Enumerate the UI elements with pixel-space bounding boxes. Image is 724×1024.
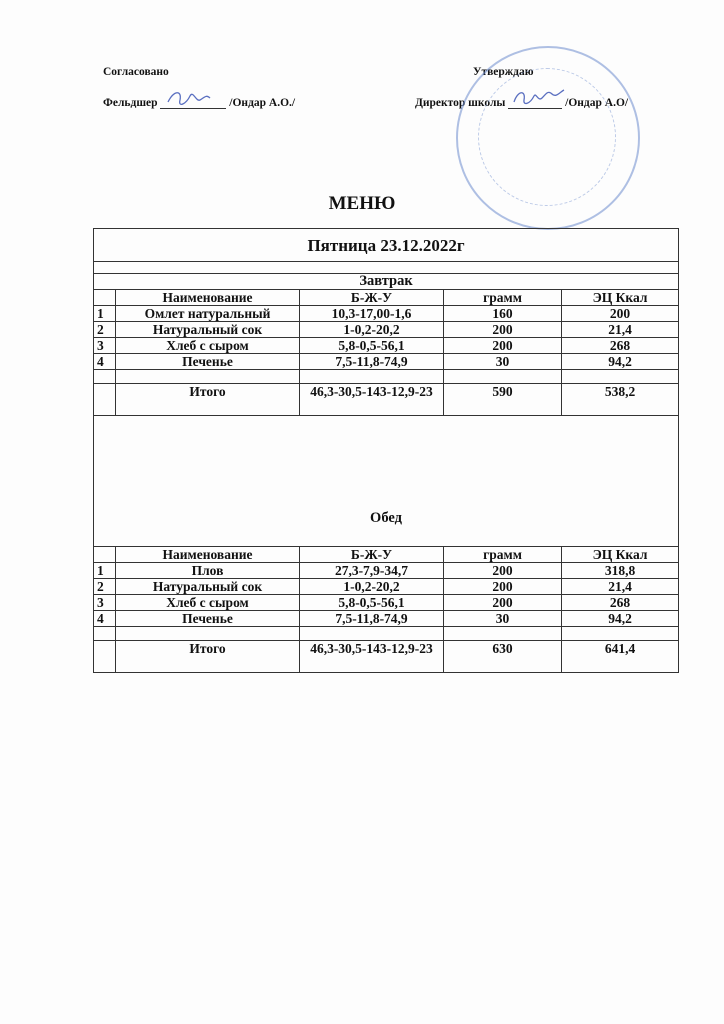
dish-bju: 5,8-0,5-56,1 (300, 338, 444, 354)
dish-kcal: 94,2 (562, 611, 679, 627)
total-label: Итого (116, 641, 300, 673)
col-kcal: ЭЦ Ккал (562, 547, 679, 563)
row-num: 1 (94, 306, 116, 322)
dish-name: Омлет натуральный (116, 306, 300, 322)
medic-name: /Ондар А.О./ (229, 97, 296, 109)
header-row-lunch (94, 547, 679, 563)
medic-signature (160, 98, 226, 109)
dish-kcal: 268 (562, 595, 679, 611)
section-lunch: Обед (94, 416, 679, 547)
dish-name: Натуральный сок (116, 579, 300, 595)
dish-name: Натуральный сок (116, 322, 300, 338)
menu-table (93, 228, 679, 673)
total-bju: 46,3-30,5-143-12,9-23 (300, 384, 444, 416)
col-bju: Б-Ж-У (300, 547, 444, 563)
table-row (94, 595, 679, 611)
total-label: Итого (116, 384, 300, 416)
table-row (94, 354, 679, 370)
day-row (94, 229, 679, 262)
dish-bju: 1-0,2-20,2 (300, 579, 444, 595)
row-num: 2 (94, 579, 116, 595)
dish-kcal: 21,4 (562, 322, 679, 338)
table-row (94, 322, 679, 338)
total-row-lunch (94, 641, 679, 673)
dish-bju: 7,5-11,8-74,9 (300, 354, 444, 370)
dish-name: Плов (116, 563, 300, 579)
dish-gram: 200 (444, 338, 562, 354)
table-row (94, 611, 679, 627)
table-row (94, 338, 679, 354)
header-row-breakfast (94, 290, 679, 306)
dish-name: Печенье (116, 354, 300, 370)
dish-kcal: 268 (562, 338, 679, 354)
col-name: Наименование (116, 547, 300, 563)
dish-gram: 200 (444, 322, 562, 338)
spacer-row (94, 262, 679, 274)
director-name: /Ондар А.О/ (565, 97, 629, 109)
dish-kcal: 318,8 (562, 563, 679, 579)
row-num: 4 (94, 354, 116, 370)
table-row (94, 306, 679, 322)
total-kcal: 641,4 (562, 641, 679, 673)
table-row (94, 563, 679, 579)
row-num: 2 (94, 322, 116, 338)
medic-role: Фельдшер (103, 97, 158, 109)
section-breakfast: Завтрак (94, 274, 679, 290)
dish-gram: 160 (444, 306, 562, 322)
dish-gram: 30 (444, 611, 562, 627)
section-row-lunch (94, 416, 679, 547)
dish-name: Хлеб с сыром (116, 338, 300, 354)
section-row-breakfast (94, 274, 679, 290)
approval-left-line (103, 97, 295, 109)
approval-left-label: Согласовано (103, 66, 169, 78)
dish-bju: 5,8-0,5-56,1 (300, 595, 444, 611)
page-title: МЕНЮ (328, 193, 396, 214)
dish-name: Печенье (116, 611, 300, 627)
dish-gram: 200 (444, 595, 562, 611)
table-row (94, 579, 679, 595)
dish-kcal: 200 (562, 306, 679, 322)
approval-right-label: Утверждаю (473, 66, 534, 78)
row-num: 4 (94, 611, 116, 627)
dish-gram: 200 (444, 563, 562, 579)
dish-bju: 1-0,2-20,2 (300, 322, 444, 338)
dish-bju: 27,3-7,9-34,7 (300, 563, 444, 579)
total-gram: 590 (444, 384, 562, 416)
dish-name: Хлеб с сыром (116, 595, 300, 611)
col-gram: грамм (444, 290, 562, 306)
row-num: 1 (94, 563, 116, 579)
day-heading: Пятница 23.12.2022г (94, 229, 679, 262)
dish-kcal: 21,4 (562, 579, 679, 595)
total-bju: 46,3-30,5-143-12,9-23 (300, 641, 444, 673)
col-name: Наименование (116, 290, 300, 306)
dish-bju: 7,5-11,8-74,9 (300, 611, 444, 627)
row-num: 3 (94, 595, 116, 611)
col-bju: Б-Ж-У (300, 290, 444, 306)
dish-gram: 30 (444, 354, 562, 370)
col-kcal: ЭЦ Ккал (562, 290, 679, 306)
total-gram: 630 (444, 641, 562, 673)
official-stamp-inner-ring (478, 68, 616, 206)
dish-bju: 10,3-17,00-1,6 (300, 306, 444, 322)
dish-kcal: 94,2 (562, 354, 679, 370)
total-row-breakfast (94, 384, 679, 416)
row-num: 3 (94, 338, 116, 354)
dish-gram: 200 (444, 579, 562, 595)
col-gram: грамм (444, 547, 562, 563)
director-role: Директор школы (415, 97, 506, 109)
total-kcal: 538,2 (562, 384, 679, 416)
empty-row (94, 627, 679, 641)
empty-row (94, 370, 679, 384)
handwritten-signature-icon (160, 88, 226, 110)
